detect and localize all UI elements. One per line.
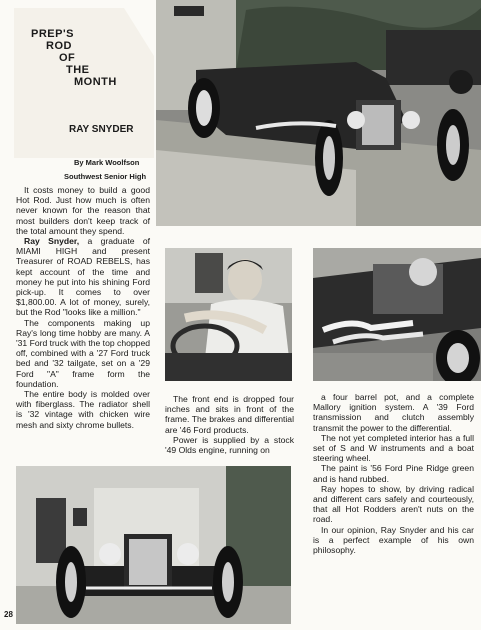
paragraph: It costs money to build a good Hot Rod. Just how much is often never known for the reason that most builders don't keep track of the total amount they spend. [16,185,150,236]
title-line-3: OF [59,52,76,64]
subject-name: Ray Snyder, [24,236,80,247]
front-view-photo [16,466,291,624]
driver-photo [165,248,292,381]
paragraph: The entire body is molded over with fiberglass. The radiator shell is '32 vintage with chicken wire mesh and sixty chrome bullets. [16,389,150,430]
paragraph-text: a graduate of MIAMI HIGH and present Treasurer of ROAD REBELS, has kept account of the time and money he put into his shining Ford pick-up. It comes to over $1,800.00. A lot of money, surely, but the Rod "looks like a million." [16,236,150,318]
hot-rod-photo [156,0,481,226]
text-column-1 [16,185,150,430]
title-line-4: THE [66,64,90,76]
paragraph: Power is supplied by a stock '49 Olds engine, running on [165,434,294,456]
paragraph: The components making up Ray's long time hobby are many. A '31 Ford truck with the top chopped off, combined with a '27 Ford truck bed and '32 tailgate, set on a '29 Ford "A" frame form the foundation. [16,317,150,389]
paragraph: The front end is dropped four inches and sits in front of the frame. The brakes and differential are '46 Ford products. [165,394,294,435]
page-number: 28 [4,610,13,619]
paragraph [16,236,150,318]
title-line-5: MONTH [74,76,117,88]
paragraph: Ray hopes to show, by driving radical and different cars safely and courteously, that all Hot Rodders aren't nuts on the road. [313,483,474,525]
text-column-3 [313,392,474,555]
title-block [14,8,154,158]
school: Southwest Senior High [64,172,147,181]
title-line-2: ROD [46,40,72,52]
engine-photo [313,248,481,381]
article-subject: RAY SNYDER [69,124,134,135]
paragraph: In our opinion, Ray Snyder and his car is a perfect example of his own philosophy. [313,524,474,556]
paragraph: a four barrel pot, and a complete Mallory ignition system. A '39 Ford transmission and clutch assembly transmit the power to the differential. [313,392,474,433]
byline: By Mark Woolfson [74,158,140,167]
text-column-2 [165,394,294,455]
paragraph: The not yet completed interior has a full set of S and W instruments and a boat steering wheel. [313,432,474,464]
title-line-1: PREP'S [31,28,74,40]
paragraph: The paint is '56 Ford Pine Ridge green and is hand rubbed. [313,463,474,484]
